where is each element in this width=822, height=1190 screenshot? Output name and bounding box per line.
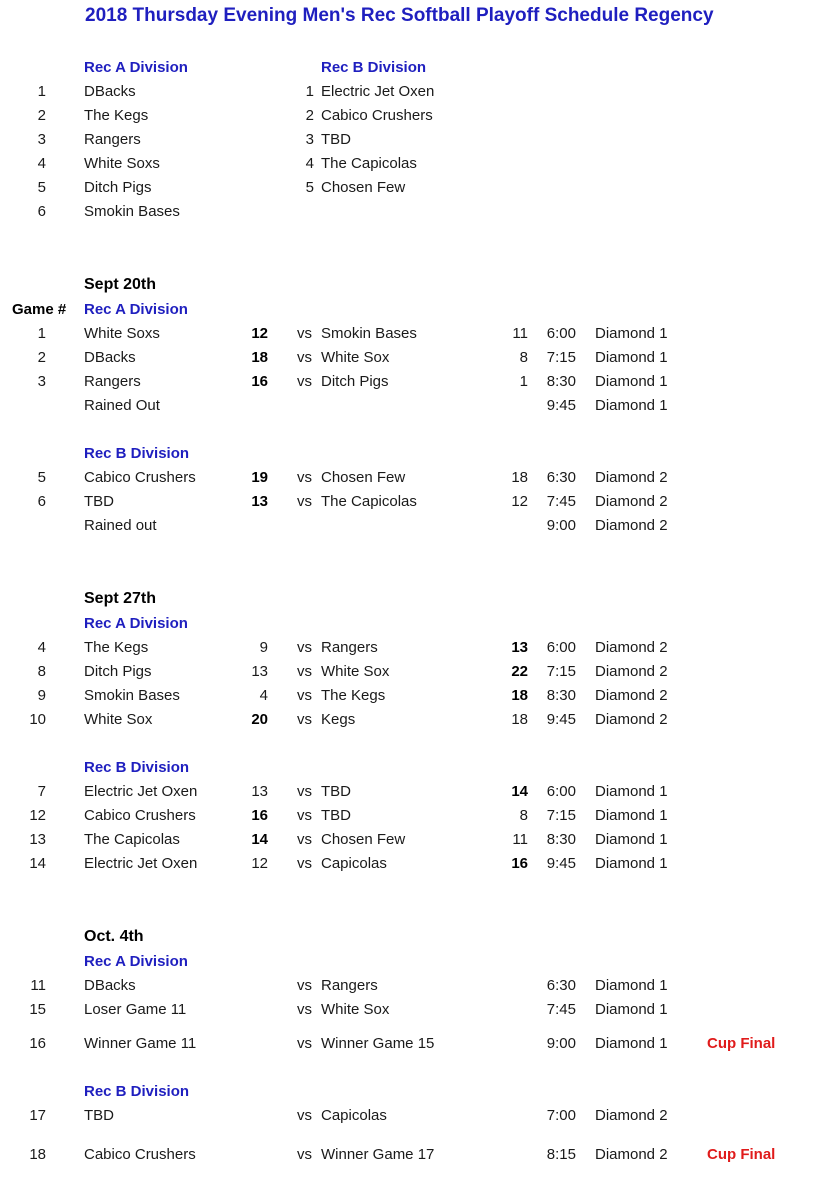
division-header: Rec B Division [84, 759, 190, 776]
seed-team: Cabico Crushers [321, 107, 433, 124]
home-score: 18 [251, 349, 268, 366]
game-number: 16 [29, 1035, 46, 1052]
away-team: Winner Game 15 [321, 1035, 435, 1052]
game-time: 6:00 [546, 325, 576, 342]
home-score: 12 [251, 325, 268, 342]
field-name: Diamond 2 [595, 1107, 668, 1124]
away-team: Capicolas [321, 1107, 387, 1124]
away-score: 8 [519, 807, 528, 824]
away-team: The Capicolas [321, 493, 417, 510]
away-team: Capicolas [321, 855, 387, 872]
away-team: Ditch Pigs [321, 373, 389, 390]
seed-team: DBacks [84, 83, 136, 100]
seed-team: TBD [321, 131, 351, 148]
home-team: Electric Jet Oxen [84, 783, 198, 800]
game-time: 7:45 [546, 1001, 576, 1018]
game-time: 6:30 [546, 977, 576, 994]
division-header: Rec A Division [84, 615, 188, 632]
seed-number: 3 [305, 131, 314, 148]
game-number: 13 [29, 831, 46, 848]
game-time: 9:00 [546, 517, 576, 534]
seed-team: Rangers [84, 131, 141, 148]
home-score: 9 [259, 639, 268, 656]
field-name: Diamond 1 [595, 977, 668, 994]
game-time: 8:30 [546, 831, 576, 848]
home-team: TBD [84, 1107, 114, 1124]
game-number: 7 [37, 783, 46, 800]
away-team: Chosen Few [321, 469, 406, 486]
home-team: Ditch Pigs [84, 663, 152, 680]
seed-number: 1 [305, 83, 314, 100]
cup-final-label: Cup Final [707, 1146, 776, 1163]
home-team: White Soxs [84, 325, 160, 342]
field-name: Diamond 1 [595, 783, 668, 800]
home-score: 12 [251, 855, 268, 872]
game-time: 9:45 [546, 711, 576, 728]
vs-label: vs [297, 783, 312, 800]
away-score: 13 [511, 639, 528, 656]
away-score: 11 [512, 325, 528, 342]
vs-label: vs [297, 977, 312, 994]
home-score: 4 [259, 687, 268, 704]
game-number: 4 [37, 639, 46, 656]
away-team: White Sox [321, 1001, 390, 1018]
game-number: 5 [37, 469, 46, 486]
field-name: Diamond 1 [595, 855, 668, 872]
away-team: Kegs [321, 711, 356, 728]
away-score: 1 [519, 373, 528, 390]
vs-label: vs [297, 469, 312, 486]
game-time: 6:00 [546, 783, 576, 800]
home-team: Cabico Crushers [84, 469, 196, 486]
field-name: Diamond 2 [595, 517, 668, 534]
vs-label: vs [297, 687, 312, 704]
seed-team: Ditch Pigs [84, 179, 152, 196]
field-name: Diamond 1 [595, 807, 668, 824]
field-name: Diamond 2 [595, 687, 668, 704]
rec-b-seed-header: Rec B Division [321, 59, 427, 76]
home-team: Rained Out [84, 397, 160, 414]
seed-number: 5 [305, 179, 314, 196]
seed-number: 1 [37, 83, 46, 100]
field-name: Diamond 2 [595, 639, 668, 656]
vs-label: vs [297, 1146, 312, 1163]
game-number: 9 [37, 687, 46, 704]
game-time: 7:15 [546, 807, 576, 824]
seed-number: 3 [37, 131, 46, 148]
home-team: Loser Game 11 [84, 1001, 187, 1018]
field-name: Diamond 2 [595, 1146, 668, 1163]
home-score: 16 [251, 373, 268, 390]
home-team: The Kegs [84, 639, 149, 656]
game-number: 8 [37, 663, 46, 680]
away-team: The Kegs [321, 687, 386, 704]
away-score: 12 [511, 493, 528, 510]
away-score: 22 [511, 663, 528, 680]
home-team: Rained out [84, 517, 157, 534]
home-score: 19 [251, 469, 268, 486]
field-name: Diamond 1 [595, 373, 668, 390]
away-score: 18 [511, 469, 528, 486]
game-number: 15 [29, 1001, 46, 1018]
vs-label: vs [297, 1035, 312, 1052]
vs-label: vs [297, 325, 312, 342]
vs-label: vs [297, 807, 312, 824]
away-team: TBD [321, 807, 351, 824]
home-team: Rangers [84, 373, 141, 390]
game-time: 8:30 [546, 373, 576, 390]
game-number: 18 [29, 1146, 46, 1163]
game-time: 9:45 [546, 397, 576, 414]
game-number: 10 [29, 711, 46, 728]
vs-label: vs [297, 373, 312, 390]
vs-label: vs [297, 1107, 312, 1124]
seed-number: 4 [305, 155, 314, 172]
division-header: Rec B Division [84, 445, 190, 462]
vs-label: vs [297, 349, 312, 366]
vs-label: vs [297, 663, 312, 680]
division-header: Rec A Division [84, 301, 188, 318]
away-score: 18 [511, 711, 528, 728]
seed-team: The Kegs [84, 107, 149, 124]
game-time: 7:15 [546, 349, 576, 366]
away-team: White Sox [321, 349, 390, 366]
game-time: 6:30 [546, 469, 576, 486]
vs-label: vs [297, 711, 312, 728]
division-header: Rec A Division [84, 953, 188, 970]
field-name: Diamond 2 [595, 469, 668, 486]
vs-label: vs [297, 1001, 312, 1018]
home-score: 13 [251, 783, 268, 800]
home-team: Smokin Bases [84, 687, 180, 704]
home-score: 13 [251, 493, 268, 510]
game-time: 8:15 [546, 1146, 576, 1163]
field-name: Diamond 2 [595, 493, 668, 510]
cup-final-label: Cup Final [707, 1035, 776, 1052]
game-number: 14 [29, 855, 46, 872]
seed-team: Smokin Bases [84, 203, 180, 220]
seed-number: 2 [305, 107, 314, 124]
game-time: 8:30 [546, 687, 576, 704]
home-team: Electric Jet Oxen [84, 855, 198, 872]
away-score: 14 [511, 783, 528, 800]
page-title: 2018 Thursday Evening Men's Rec Softball Playoff Schedule Regency [85, 5, 714, 26]
vs-label: vs [297, 639, 312, 656]
seed-number: 6 [37, 203, 46, 220]
home-team: TBD [84, 493, 114, 510]
game-number: 12 [29, 807, 46, 824]
home-score: 14 [251, 831, 268, 848]
home-team: DBacks [84, 977, 136, 994]
away-score: 11 [512, 831, 528, 848]
game-time: 7:15 [546, 663, 576, 680]
field-name: Diamond 1 [595, 1001, 668, 1018]
game-time: 7:00 [546, 1107, 576, 1124]
away-team: Rangers [321, 977, 378, 994]
away-score: 16 [511, 855, 528, 872]
seed-number: 4 [37, 155, 46, 172]
seed-team: Electric Jet Oxen [321, 83, 435, 100]
away-team: TBD [321, 783, 351, 800]
date-header: Sept 27th [84, 590, 157, 607]
game-number: 11 [30, 977, 46, 994]
game-number: 17 [29, 1107, 46, 1124]
home-score: 20 [251, 711, 268, 728]
away-team: Chosen Few [321, 831, 406, 848]
vs-label: vs [297, 831, 312, 848]
home-score: 16 [251, 807, 268, 824]
away-team: Smokin Bases [321, 325, 417, 342]
game-number: 3 [37, 373, 46, 390]
game-number: 2 [37, 349, 46, 366]
away-team: Rangers [321, 639, 378, 656]
date-header: Oct. 4th [84, 928, 144, 945]
seed-number: 2 [37, 107, 46, 124]
home-score: 13 [251, 663, 268, 680]
field-name: Diamond 1 [595, 397, 668, 414]
vs-label: vs [297, 855, 312, 872]
game-number-header: Game # [12, 301, 67, 318]
game-number: 6 [37, 493, 46, 510]
field-name: Diamond 1 [595, 325, 668, 342]
home-team: White Sox [84, 711, 153, 728]
game-number: 1 [37, 325, 46, 342]
home-team: Cabico Crushers [84, 807, 196, 824]
away-score: 18 [511, 687, 528, 704]
seed-team: White Soxs [84, 155, 160, 172]
field-name: Diamond 2 [595, 711, 668, 728]
game-time: 7:45 [546, 493, 576, 510]
date-header: Sept 20th [84, 276, 157, 293]
away-team: White Sox [321, 663, 390, 680]
rec-a-seed-header: Rec A Division [84, 59, 188, 76]
field-name: Diamond 2 [595, 663, 668, 680]
field-name: Diamond 1 [595, 349, 668, 366]
seed-number: 5 [37, 179, 46, 196]
seed-team: Chosen Few [321, 179, 406, 196]
home-team: Cabico Crushers [84, 1146, 196, 1163]
home-team: DBacks [84, 349, 136, 366]
game-time: 9:00 [546, 1035, 576, 1052]
away-team: Winner Game 17 [321, 1146, 435, 1163]
home-team: The Capicolas [84, 831, 180, 848]
game-time: 9:45 [546, 855, 576, 872]
field-name: Diamond 1 [595, 1035, 668, 1052]
home-team: Winner Game 11 [84, 1035, 197, 1052]
away-score: 8 [519, 349, 528, 366]
game-time: 6:00 [546, 639, 576, 656]
division-header: Rec B Division [84, 1083, 190, 1100]
seed-team: The Capicolas [321, 155, 417, 172]
vs-label: vs [297, 493, 312, 510]
field-name: Diamond 1 [595, 831, 668, 848]
